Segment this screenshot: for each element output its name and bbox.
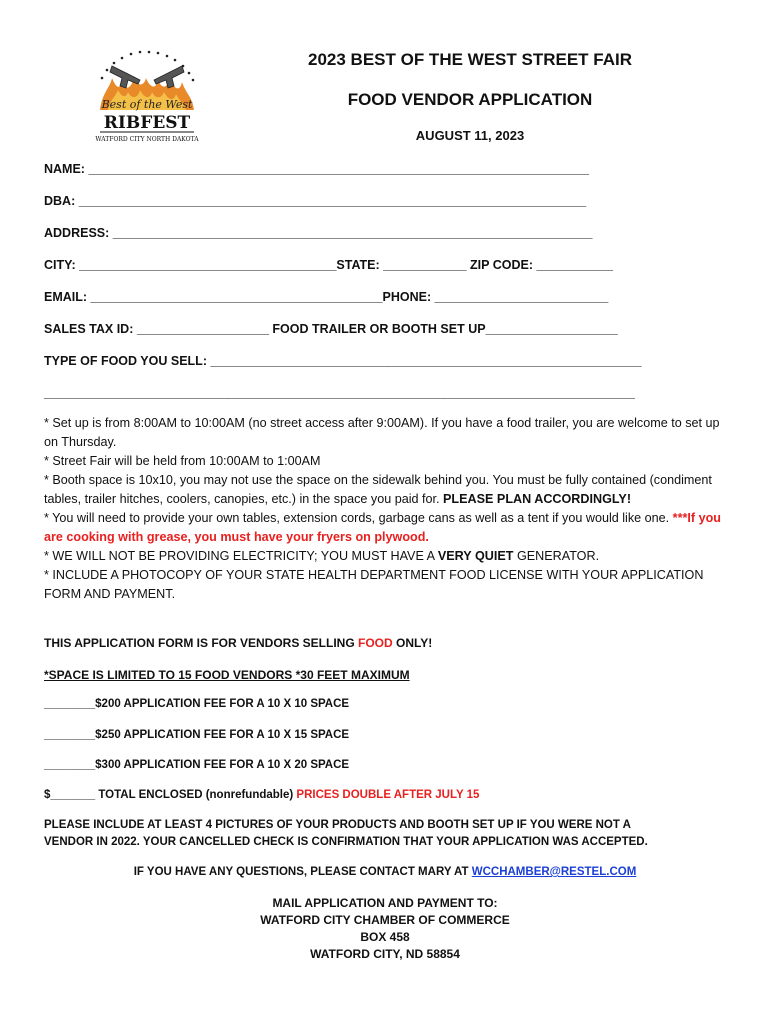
rule-setup: * Set up is from 8:00AM to 10:00AM (no street access after 9:00AM). If you have a food trailer, you are welcome to set up on Thursday. bbox=[44, 416, 720, 449]
space-limit-notice: *SPACE IS LIMITED TO 15 FOOD VENDORS *30 FEET MAXIMUM bbox=[44, 668, 410, 682]
contact-line: IF YOU HAVE ANY QUESTIONS, PLEASE CONTACT MARY AT WCCHAMBER@RESTEL.COM bbox=[133, 866, 637, 878]
email-phone-field[interactable]: EMAIL: __________________________________________PHONE: _________________________ bbox=[44, 290, 609, 304]
total-enclosed[interactable]: $_______ TOTAL ENCLOSED (nonrefundable) PRICES DOUBLE AFTER JULY 15 bbox=[44, 789, 480, 801]
mail-city: WATFORD CITY, ND 58854 bbox=[310, 947, 460, 961]
mail-heading: MAIL APPLICATION AND PAYMENT TO: bbox=[272, 896, 498, 910]
sales-tax-setup-field[interactable]: SALES TAX ID: ___________________ FOOD TRAILER OR BOOTH SET UP___________________ bbox=[44, 322, 618, 336]
food-only-notice: THIS APPLICATION FORM IS FOR VENDORS SELLING FOOD ONLY! bbox=[44, 636, 433, 650]
logo-sub-text: WATFORD CITY NORTH DAKOTA bbox=[95, 136, 199, 143]
fee-10x10[interactable]: ________$200 APPLICATION FEE FOR A 10 X 10 SPACE bbox=[44, 698, 350, 710]
fee-10x15[interactable]: ________$250 APPLICATION FEE FOR A 10 X 15 SPACE bbox=[44, 729, 350, 741]
address-field[interactable]: ADDRESS: _____________________________________________________________________ bbox=[44, 226, 593, 240]
rule-tables: * You will need to provide your own tables, extension cords, garbage cans as well as a tent if you would like one. ***If you are cooking with grease, you must have your fryers on plywood. bbox=[44, 511, 721, 544]
include-pictures-line2: VENDOR IN 2022. YOUR CANCELLED CHECK IS CONFIRMATION THAT YOUR APPLICATION WAS ACCEPTED. bbox=[44, 836, 648, 848]
dba-field[interactable]: DBA: _________________________________________________________________________ bbox=[44, 194, 587, 208]
rules-list bbox=[44, 414, 724, 604]
fee-10x20[interactable]: ________$300 APPLICATION FEE FOR A 10 X 20 SPACE bbox=[44, 759, 350, 771]
rule-electricity: * WE WILL NOT BE PROVIDING ELECTRICITY; YOU MUST HAVE A VERY QUIET GENERATOR. bbox=[44, 549, 600, 563]
contact-email-link[interactable]: WCCHAMBER@RESTEL.COM bbox=[471, 866, 637, 878]
event-date: AUGUST 11, 2023 bbox=[415, 128, 525, 143]
ribfest-logo bbox=[82, 48, 212, 156]
page-subtitle: FOOD VENDOR APPLICATION bbox=[347, 90, 593, 109]
rule-license: * INCLUDE A PHOTOCOPY OF YOUR STATE HEALTH DEPARTMENT FOOD LICENSE WITH YOUR APPLICATION FORM AND PAYMENT. bbox=[44, 568, 704, 601]
name-field[interactable]: NAME: ________________________________________________________________________ bbox=[44, 162, 589, 176]
include-pictures-line1: PLEASE INCLUDE AT LEAST 4 PICTURES OF YOUR PRODUCTS AND BOOTH SET UP IF YOU WERE NOT A bbox=[44, 819, 631, 831]
revolvers-flames-logo-icon bbox=[82, 48, 212, 156]
rule-hours: * Street Fair will be held from 10:00AM to 1:00AM bbox=[44, 454, 321, 468]
mail-org: WATFORD CITY CHAMBER OF COMMERCE bbox=[260, 913, 510, 927]
food-type-field-2[interactable]: _____________________________________________________________________________________ bbox=[44, 386, 635, 400]
page-title: 2023 BEST OF THE WEST STREET FAIR bbox=[308, 50, 632, 69]
rule-booth: * Booth space is 10x10, you may not use the space on the sidewalk behind you. You must be fully contained (condiment tables, trailer hitches, coolers, canopies, etc.) in the space you paid for. PLEASE PLAN ACCORDINGLY! bbox=[44, 473, 712, 506]
food-type-field[interactable]: TYPE OF FOOD YOU SELL: ______________________________________________________________ bbox=[44, 354, 642, 368]
logo-best-text: Best of the West bbox=[101, 98, 193, 111]
logo-ribfest-text: RIBFEST bbox=[103, 113, 191, 133]
city-state-zip-field[interactable]: CITY: _____________________________________STATE: ____________ ZIP CODE: ___________ bbox=[44, 258, 613, 272]
mail-box: BOX 458 bbox=[360, 930, 410, 944]
